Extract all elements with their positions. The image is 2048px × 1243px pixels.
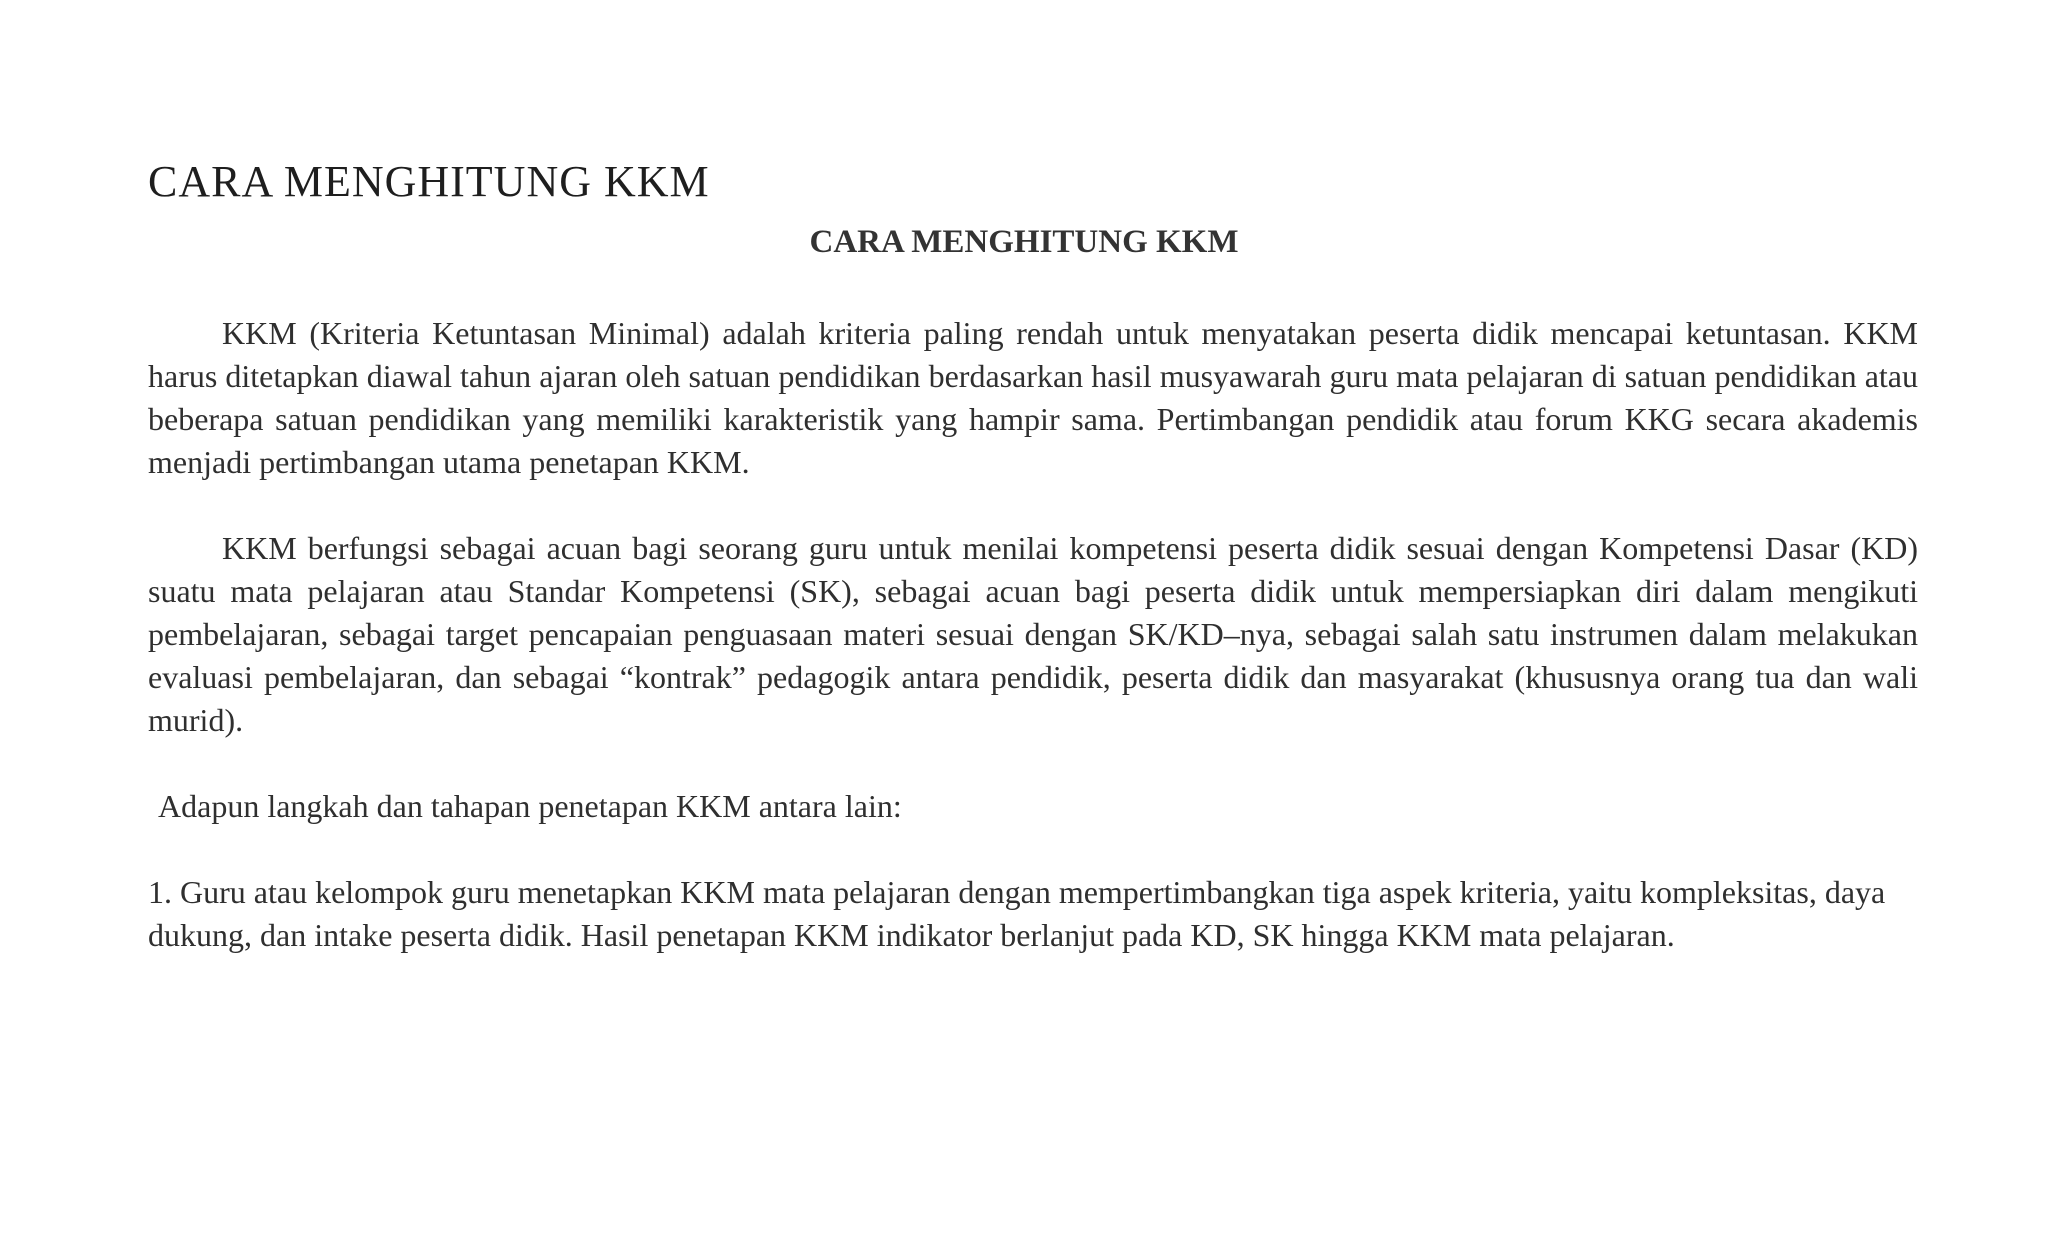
document-body (148, 312, 1918, 957)
document-title: CARA MENGHITUNG KKM (148, 157, 710, 206)
step-item-1: 1. Guru atau kelompok guru menetapkan KKM mata pelajaran dengan mempertimbangkan tiga aspek kriteria, yaitu kompleksitas, daya dukung, dan intake peserta didik. Hasil penetapan KKM indikator berlanjut pada KD, SK hingga KKM mata pelajaran. (148, 874, 1886, 953)
steps-lead-in: Adapun langkah dan tahapan penetapan KKM antara lain: (158, 788, 902, 824)
paragraph-definition: KKM (Kriteria Ketuntasan Minimal) adalah kriteria paling rendah untuk menyatakan peserta didik mencapai ketuntasan. KKM harus ditetapkan diawal tahun ajaran oleh satuan pendidikan berdasarkan hasil musyawarah guru mata pelajaran di satuan pendidikan atau beberapa satuan pendidikan yang memiliki karakteristik yang hampir sama. Pertimbangan pendidik atau forum KKG secara akademis menjadi pertimbangan utama penetapan KKM. (148, 315, 1918, 480)
document-heading: CARA MENGHITUNG KKM (809, 224, 1239, 260)
paragraph-function: KKM berfungsi sebagai acuan bagi seorang guru untuk menilai kompetensi peserta didik sesuai dengan Kompetensi Dasar (KD) suatu mata pelajaran atau Standar Kompetensi (SK), sebagai acuan bagi peserta didik untuk mempersiapkan diri dalam mengikuti pembelajaran, sebagai target pencapaian penguasaan materi sesuai dengan SK/KD–nya, sebagai salah satu instrumen dalam melakukan evaluasi pembelajaran, dan sebagai “kontrak” pedagogik antara pendidik, peserta didik dan masyarakat (khususnya orang tua dan wali murid). (148, 530, 1918, 738)
